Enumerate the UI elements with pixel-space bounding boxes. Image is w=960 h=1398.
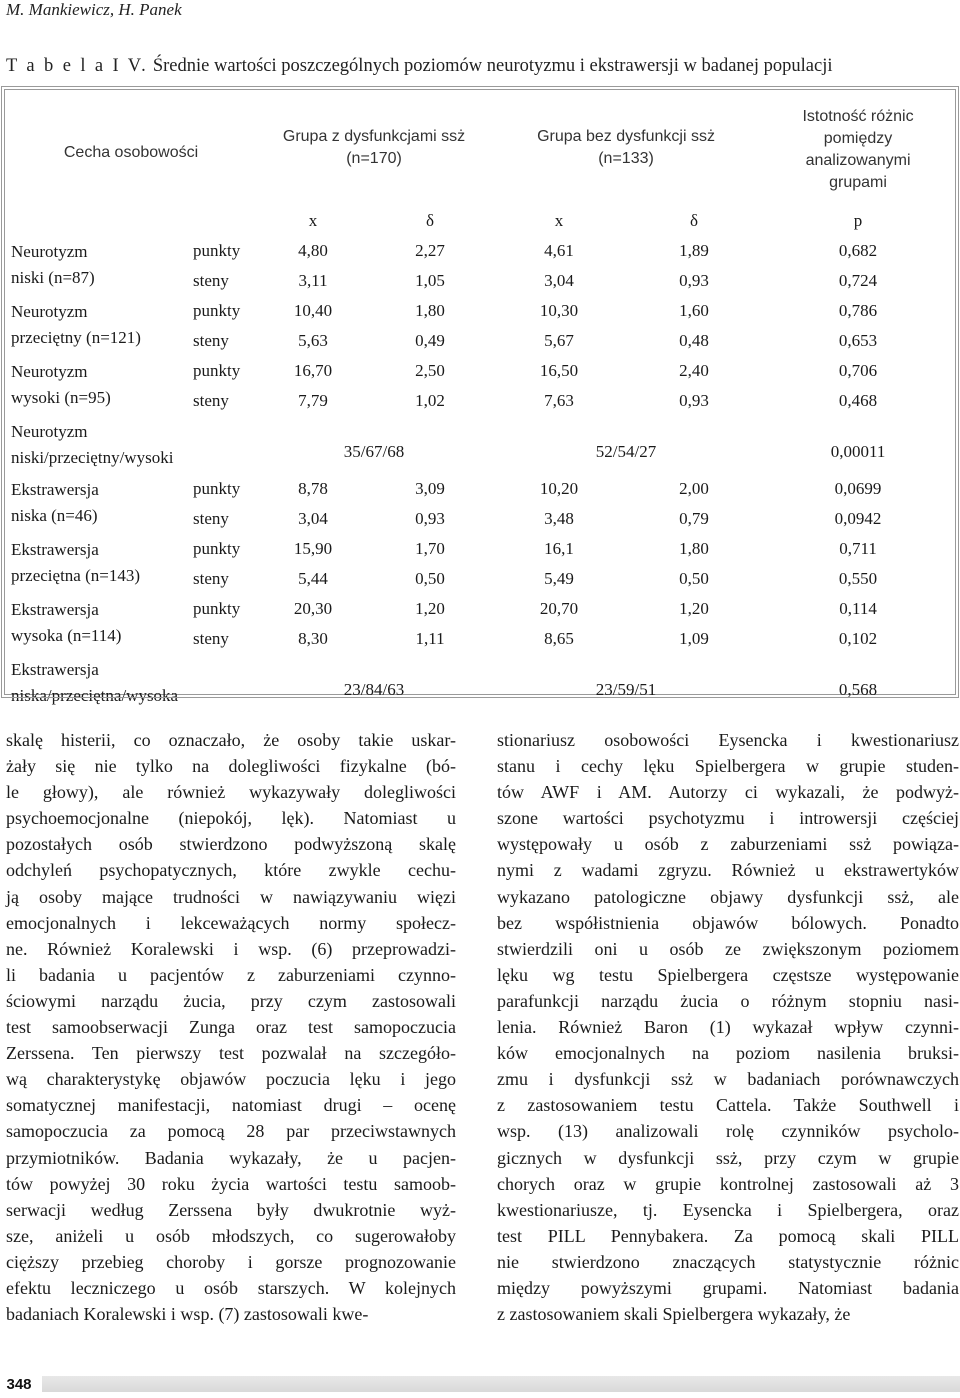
value-cell: 0,102 (838, 629, 878, 648)
text-line: emocjonalnych i lekceważących normy społecz- (6, 912, 456, 933)
value-cell: 4,80 (298, 241, 328, 260)
table-caption (6, 56, 833, 77)
value-cell: 0,711 (839, 539, 877, 558)
value-cell: 0,706 (838, 361, 878, 380)
table-row (5, 474, 955, 504)
value-cell: 5,63 (298, 331, 328, 350)
text-line: stwierdzili oni u osób ze zwiększonym poziomem (497, 938, 959, 959)
table-label: T a b e l a I V. (6, 56, 149, 76)
summary-cell: 52/54/27 (595, 442, 657, 461)
header-group1-line2: (n=170) (346, 150, 402, 167)
text-line: somatycznej manifestacji, natomiast drugi – ocenę (6, 1095, 456, 1116)
trait-label-line: Ekstrawersja (11, 540, 99, 559)
value-cell: 0,0942 (834, 509, 882, 528)
value-cell: 5,44 (298, 569, 328, 588)
value-cell: 10,40 (293, 301, 333, 320)
text-line: kwestionariusze, tj. Eysencka i Spielbergera, oraz (497, 1199, 959, 1220)
trait-label (5, 296, 191, 356)
value-cell: 1,70 (415, 539, 445, 558)
value-cell: 8,30 (298, 629, 328, 648)
value-cell: 2,40 (679, 361, 709, 380)
value-cell: 1,80 (679, 539, 709, 558)
text-line: pozostałych osób stwierdzono podwyższoną skalę (6, 834, 456, 855)
value-cell: 16,70 (293, 361, 333, 380)
header-group2-line2: (n=133) (598, 150, 654, 167)
value-cell: 3,48 (544, 509, 574, 528)
text-line: tów powyżej 30 roku życia wartości testu samoob- (6, 1173, 456, 1194)
header-row (5, 90, 955, 206)
text-line: ściowymi narządu żucia, przy czym zastosowali (6, 990, 456, 1011)
value-cell: 15,90 (293, 539, 333, 558)
text-line: efektu leczniczego u osób starszych. W kolejnych (6, 1277, 456, 1298)
text-line: test PILL Pennybakera. Za pomocą skali PILL (497, 1225, 959, 1246)
text-line: ją osoby mające trudności w nawiązywaniu więzi (6, 886, 456, 907)
value-cell: 0,93 (679, 271, 709, 290)
value-cell: 16,50 (539, 361, 579, 380)
text-line: bez współistnienia objawów bólowych. Ponadto (497, 912, 959, 933)
unit-cell: steny (193, 509, 229, 528)
table-row (5, 594, 955, 624)
header-trait: Cecha osobowości (63, 144, 199, 161)
trait-label (5, 474, 191, 534)
header-sig-line4: grupami (829, 174, 887, 191)
trait-label (5, 356, 191, 416)
text-line: stionariusz osobowości Eysencka i kwestionariusz (497, 730, 959, 750)
trait-label (5, 236, 191, 296)
trait-label-line: niski/przeciętny/wysoki (11, 448, 174, 467)
trait-label (5, 654, 257, 712)
value-cell: 10,30 (539, 301, 579, 320)
text-line: serwacji według Zerssena były dwukrotnie wyż- (6, 1199, 456, 1220)
value-cell: 0,50 (415, 569, 445, 588)
text-line: tów AWF i AM. Autorzy ci wykazali, że podwyż- (497, 782, 959, 803)
symbol-sd-2: δ (690, 211, 699, 230)
text-line: li badania u pacjentów z zaburzeniami czynno- (6, 964, 456, 985)
text-line: wsp. (13) analizowali rolę czynników psycholo- (497, 1121, 959, 1142)
text-line: zmu i dysfunkcji ssż w badaniach porównawczych (497, 1069, 959, 1090)
running-head: M. Mankiewicz, H. Panek (6, 0, 182, 19)
value-cell: 4,61 (544, 241, 574, 260)
value-cell: 5,67 (544, 331, 574, 350)
text-line: ków emocjonalnych na poziom nasilenia bruksi- (497, 1043, 959, 1064)
value-cell: 1,20 (679, 599, 709, 618)
symbol-mean-2: x (554, 211, 564, 230)
value-cell: 0,114 (839, 599, 877, 618)
value-cell: 0,682 (838, 241, 878, 260)
table-row (5, 356, 955, 386)
value-cell: 1,02 (415, 391, 445, 410)
unit-cell: steny (193, 629, 229, 648)
value-cell: 0,93 (415, 509, 445, 528)
summary-cell: 0,00011 (830, 442, 886, 461)
value-cell: 0,724 (838, 271, 878, 290)
value-cell: 7,63 (544, 391, 574, 410)
value-cell: 20,30 (293, 599, 333, 618)
text-line: psychoemocjonalne (niepokój, lęk). Natomiast u (6, 808, 456, 829)
summary-row (5, 416, 955, 474)
header-sig-line3: analizowanymi (805, 152, 911, 169)
text-line: lenia. Również Baron (1) wykazał wpływ czynni- (497, 1017, 959, 1038)
text-line: między powyższymi grupami. Natomiast badania (497, 1277, 959, 1298)
text-line: z zastosowaniem skali Spielbergera wykazały, że (497, 1304, 851, 1325)
page-number: 348 (6, 1376, 32, 1393)
value-cell: 1,89 (679, 241, 709, 260)
header-sig-line1: Istotność różnic (802, 108, 914, 125)
text-line: samopoczucia za pomocą 28 par przeciwstawnych (6, 1121, 456, 1142)
footer-bar (42, 1376, 960, 1392)
value-cell: 0,79 (679, 509, 709, 528)
table-title: Średnie wartości poszczególnych poziomów neurotyzmu i ekstrawersji w badanej populacji (148, 56, 833, 76)
text-line: odchyleń psychopatycznych, które zwykle cechu- (6, 860, 456, 881)
text-line: Zerssena. Ten pierwszy test pozwalał na szczegóło- (6, 1043, 456, 1064)
value-cell: 0,48 (679, 331, 709, 350)
trait-label-line: Ekstrawersja (11, 660, 99, 679)
right-text-column (497, 727, 959, 1327)
text-line: le głowy), ale również wykazywały dolegliwości (6, 782, 456, 803)
value-cell: 8,78 (298, 479, 328, 498)
trait-label (5, 416, 257, 474)
unit-cell: steny (193, 569, 229, 588)
value-cell: 3,09 (415, 479, 445, 498)
unit-cell: punkty (193, 539, 241, 558)
value-cell: 1,09 (679, 629, 709, 648)
value-cell: 0,93 (679, 391, 709, 410)
results-table-grid (5, 90, 955, 712)
value-cell: 1,80 (415, 301, 445, 320)
value-cell: 7,79 (298, 391, 328, 410)
trait-label-line: niski (n=87) (11, 268, 95, 287)
value-cell: 0,653 (838, 331, 878, 350)
header-group2-line1: Grupa bez dysfunkcji ssż (537, 128, 715, 145)
table-row (5, 236, 955, 266)
trait-label-line: wysoka (n=114) (11, 626, 122, 645)
value-cell: 5,49 (544, 569, 574, 588)
value-cell: 1,60 (679, 301, 709, 320)
text-line: wykazano patologiczne objawy dysfunkcji ssż, ale (497, 886, 959, 907)
value-cell: 1,11 (415, 629, 445, 648)
value-cell: 0,49 (415, 331, 445, 350)
value-cell: 0,550 (838, 569, 878, 588)
text-line: szone wartości psychotyzmu i introwersji częściej (497, 808, 959, 829)
symbol-mean-1: x (308, 211, 318, 230)
value-cell: 1,05 (415, 271, 445, 290)
value-cell: 16,1 (544, 539, 574, 558)
unit-cell: punkty (193, 479, 241, 498)
trait-label-line: Neurotyzm (11, 422, 88, 441)
trait-label-line: Neurotyzm (11, 362, 88, 381)
value-cell: 2,27 (415, 241, 445, 260)
value-cell: 20,70 (539, 599, 579, 618)
text-line: nie stwierdzono znaczących statystycznie różnic (497, 1251, 959, 1272)
value-cell: 3,04 (298, 509, 328, 528)
symbol-row (5, 206, 955, 236)
trait-label (5, 534, 191, 594)
table-row (5, 296, 955, 326)
unit-cell: punkty (193, 599, 241, 618)
summary-cell: 23/84/63 (343, 680, 405, 699)
summary-cell: 35/67/68 (343, 442, 405, 461)
text-line: nymi z wadami zgryzu. Również u ekstrawertyków (497, 860, 959, 881)
text-line: skalę histerii, co oznaczało, że osoby takie uskar- (6, 730, 456, 750)
header-group1-line1: Grupa z dysfunkcjami ssż (282, 128, 466, 145)
text-line: badaniach Koralewski i wsp. (7) zastosowali kwe- (6, 1304, 369, 1325)
trait-label-line: Neurotyzm (11, 302, 88, 321)
unit-cell: punkty (193, 301, 241, 320)
unit-cell: punkty (193, 361, 241, 380)
value-cell: 0,50 (679, 569, 709, 588)
text-line: ne. Również Koralewski i wsp. (6) przeprowadzi- (6, 938, 456, 959)
header-group-with-dysfunction (257, 90, 491, 206)
header-group-without-dysfunction (491, 90, 761, 206)
text-line: wą charakterystykę objawów poczucia lęku i jego (6, 1069, 456, 1090)
trait-label-line: przeciętny (n=121) (11, 328, 141, 347)
text-line: parafunkcji narządu żucia o różnym stopniu nasi- (497, 990, 959, 1011)
unit-cell: steny (193, 271, 229, 290)
symbol-p: p (853, 211, 863, 230)
text-line: cięższy przebieg choroby i gorsze prognozowanie (6, 1251, 456, 1272)
text-line: gicznych w dysfunkcji ssż, przy czym w grupie (497, 1147, 959, 1168)
value-cell: 0,0699 (834, 479, 882, 498)
trait-label-line: przeciętna (n=143) (11, 566, 140, 585)
text-line: z zastosowaniem testu Cattela. Także Southwell i (497, 1095, 959, 1116)
trait-label-line: Ekstrawersja (11, 480, 99, 499)
value-cell: 0,468 (838, 391, 878, 410)
text-line: test samoobserwacji Zunga oraz test samopoczucia (6, 1017, 456, 1038)
symbol-sd-1: δ (426, 211, 435, 230)
value-cell: 3,11 (298, 271, 328, 290)
value-cell: 0,786 (838, 301, 878, 320)
trait-label (5, 594, 191, 654)
value-cell: 8,65 (544, 629, 574, 648)
results-table (4, 89, 956, 705)
unit-cell: punkty (193, 241, 241, 260)
trait-label-line: Neurotyzm (11, 242, 88, 261)
text-line: chorych oraz w grupie kontrolnej zastosowali aż 3 (497, 1173, 959, 1194)
table-row (5, 534, 955, 564)
text-line: przymiotników. Badania wykazały, że u pacjen- (6, 1147, 456, 1168)
unit-cell: steny (193, 331, 229, 350)
header-sig-line2: pomiędzy (823, 130, 893, 147)
value-cell: 10,20 (539, 479, 579, 498)
value-cell: 2,00 (679, 479, 709, 498)
text-line: stanu i cechy lęku Spielbergera w grupie studen- (497, 756, 959, 777)
header-significance (761, 90, 955, 206)
unit-cell: steny (193, 391, 229, 410)
value-cell: 3,04 (544, 271, 574, 290)
trait-label-line: wysoki (n=95) (11, 388, 111, 407)
summary-cell: 23/59/51 (595, 680, 657, 699)
text-line: żały się nie tylko na dolegliwości fizykalne (bó- (6, 756, 456, 777)
summary-cell: 0,568 (838, 680, 878, 699)
trait-label-line: niska/przeciętna/wysoka (11, 686, 179, 705)
trait-label-line: Ekstrawersja (11, 600, 99, 619)
summary-row (5, 654, 955, 712)
text-line: występowały u osób z zaburzeniami ssż powiąza- (497, 834, 959, 855)
trait-label-line: niska (n=46) (11, 506, 98, 525)
value-cell: 2,50 (415, 361, 445, 380)
left-text-column (6, 727, 456, 1327)
text-line: sze, aniżeli u osób młodszych, co sugerowałoby (6, 1225, 456, 1246)
text-line: lęku wg testu Spielbergera częstsze występowanie (497, 964, 959, 985)
value-cell: 1,20 (415, 599, 445, 618)
